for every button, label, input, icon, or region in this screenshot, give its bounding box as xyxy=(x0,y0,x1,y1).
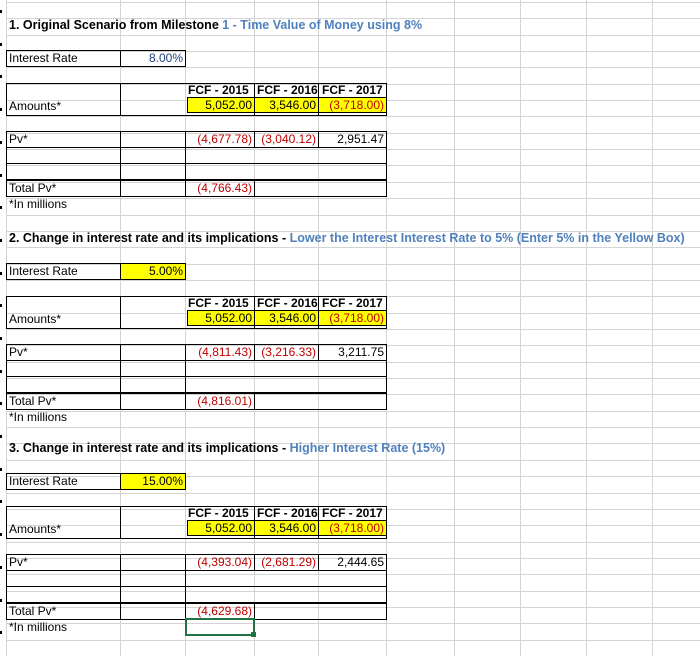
interest-rate-cell[interactable]: 5.00% xyxy=(148,264,183,278)
amount-cell[interactable]: 3,546.00 xyxy=(269,311,316,325)
interest-rate-label: Interest Rate xyxy=(9,51,78,65)
amount-cell[interactable]: 5,052.00 xyxy=(205,311,252,325)
pv-label: Pv* xyxy=(9,132,28,146)
amount-cell[interactable]: (3,718.00) xyxy=(329,98,384,112)
amount-cell[interactable]: (3,718.00) xyxy=(329,521,384,535)
total-pv-label: Total Pv* xyxy=(9,394,57,408)
interest-rate-cell[interactable]: 15.00% xyxy=(142,474,183,488)
section-1 xyxy=(0,0,700,220)
pv-cell[interactable]: (4,677.78) xyxy=(197,132,252,146)
fill-handle[interactable] xyxy=(251,632,256,637)
col-header: FCF - 2017 xyxy=(322,296,383,310)
total-pv-cell[interactable]: (4,766.43) xyxy=(197,181,252,195)
amount-cell[interactable]: 5,052.00 xyxy=(205,521,252,535)
amount-cell[interactable]: 3,546.00 xyxy=(269,98,316,112)
pv-cell[interactable]: (2,681.29) xyxy=(261,555,316,569)
amounts-label: Amounts* xyxy=(9,99,62,113)
col-header: FCF - 2015 xyxy=(188,506,249,520)
amounts-label: Amounts* xyxy=(9,312,62,326)
amount-cell[interactable]: 3,546.00 xyxy=(269,521,316,535)
pv-cell[interactable]: (3,040.12) xyxy=(261,132,316,146)
pv-cell[interactable]: (3,216.33) xyxy=(261,345,316,359)
pv-label: Pv* xyxy=(9,555,28,569)
millions-note: *In millions xyxy=(9,197,68,211)
interest-rate-label: Interest Rate xyxy=(9,474,78,488)
pv-cell[interactable]: 2,951.47 xyxy=(337,132,384,146)
col-header: FCF - 2017 xyxy=(322,506,383,520)
section-title: 3. Change in interest rate and its implications - Higher Interest Rate (15%) xyxy=(9,441,446,455)
total-pv-label: Total Pv* xyxy=(9,604,57,618)
interest-rate-cell[interactable]: 8.00% xyxy=(148,51,183,65)
amount-cell[interactable]: (3,718.00) xyxy=(329,311,384,325)
millions-note: *In millions xyxy=(9,410,68,424)
pv-label: Pv* xyxy=(9,345,28,359)
section-title: 1. Original Scenario from Milestone 1 - Time Value of Money using 8% xyxy=(9,18,423,32)
col-header: FCF - 2015 xyxy=(188,296,249,310)
section-title: 2. Change in interest rate and its implications - Lower the Interest Interest Rate to 5% (Enter 5% in the Yellow Box) xyxy=(9,231,685,245)
col-header: FCF - 2017 xyxy=(322,83,383,97)
amount-cell[interactable]: 5,052.00 xyxy=(205,98,252,112)
pv-cell[interactable]: 2,444.65 xyxy=(337,555,384,569)
section-2 xyxy=(0,213,700,433)
amounts-label: Amounts* xyxy=(9,522,62,536)
pv-cell[interactable]: (4,811.43) xyxy=(198,345,252,359)
col-header: FCF - 2016 xyxy=(257,506,318,520)
total-pv-cell[interactable]: (4,816.01) xyxy=(197,394,252,408)
total-pv-cell[interactable]: (4,629.68) xyxy=(197,604,252,618)
pv-cell[interactable]: (4,393.04) xyxy=(197,555,252,569)
interest-rate-label: Interest Rate xyxy=(9,264,78,278)
active-cell-selection[interactable] xyxy=(185,618,255,636)
pv-cell[interactable]: 3,211.75 xyxy=(338,345,384,359)
col-header: FCF - 2016 xyxy=(257,83,318,97)
col-header: FCF - 2015 xyxy=(188,83,249,97)
col-header: FCF - 2016 xyxy=(257,296,318,310)
total-pv-label: Total Pv* xyxy=(9,181,57,195)
millions-note: *In millions xyxy=(9,620,68,634)
section-3 xyxy=(0,423,700,643)
